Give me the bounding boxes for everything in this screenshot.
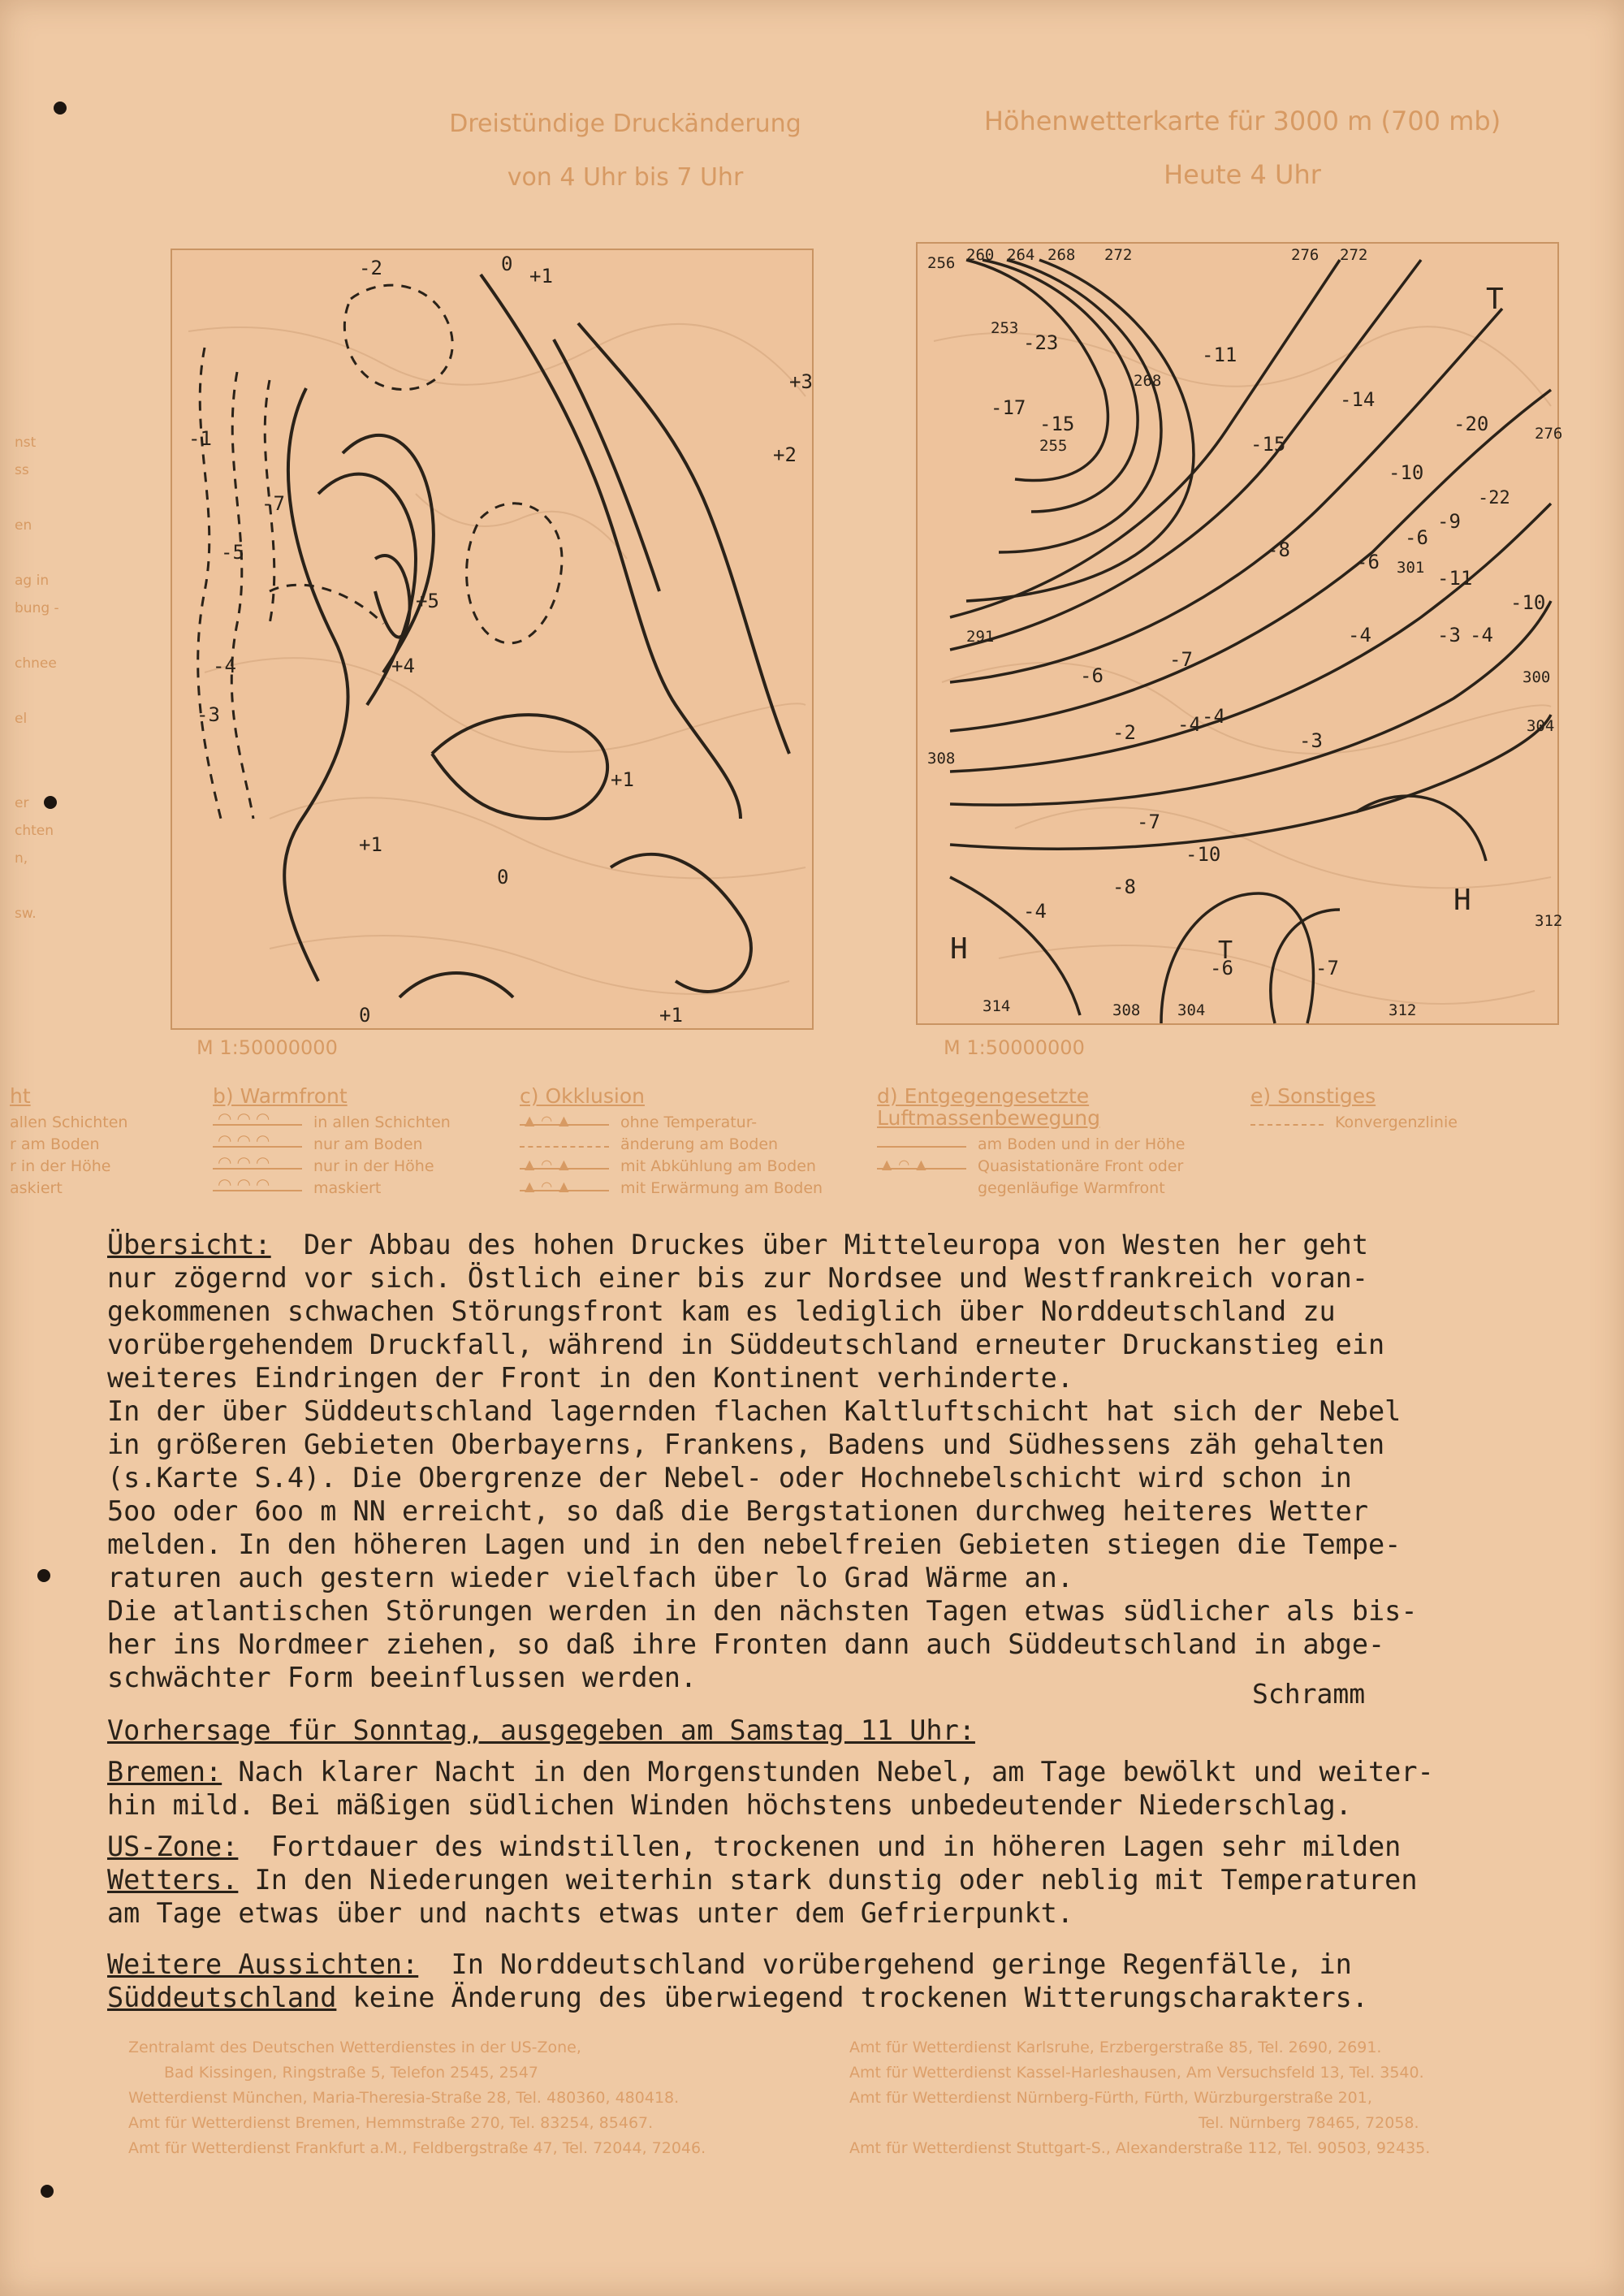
left-map-label: -7 [261,492,285,515]
right-map-label: -8 [1267,538,1290,561]
overview-section [107,1228,1504,1694]
right-map-label: 272 [1104,246,1133,264]
left-map-label: 0 [359,1004,371,1027]
right-map-label: -10 [1186,843,1221,866]
text-line: hin mild. Bei mäßigen südlichen Winden höchstens unbedeutender Niederschlag. [107,1789,1352,1821]
right-map-label: 291 [966,628,995,646]
left-map-label: +1 [529,265,553,288]
footer-addresses-left: Zentralamt des Deutschen Wetterdienstes in der US-Zone, Bad Kissingen, Ringstraße 5, Telefon 2545, 2547 Wetterdienst München, Maria-Theresia-Straße 28, Tel. 480360, 480418. Amt für Wetterdienst Bremen, Hemmstraße 270, Tel. 83254, 85467. Amt für Wetterdienst Frankfurt a.M., Feldbergstraße 47, Tel. 72044, 72046. [128,2039,706,2157]
occlusion-symbol [520,1139,609,1151]
warm-front-symbol [213,1161,302,1173]
convergence-line-symbol [1250,1118,1324,1129]
occlusion-symbol [520,1118,609,1129]
upper-air-map [916,242,1563,1025]
text-line: Wetters. [107,1864,239,1896]
text-line: in größeren Gebieten Oberbayerns, Frankens, Badens und Südhessens zäh gehalten [107,1429,1385,1460]
right-map-label: -11 [1202,344,1237,366]
right-map-label: -4 [1023,900,1047,923]
left-map-scale: M 1:50000000 [197,1036,338,1059]
left-map-label: 0 [501,253,513,275]
right-map-label: -4 [1177,713,1201,736]
left-map-label: -1 [188,427,212,450]
right-map-label: 268 [1134,372,1162,390]
right-map-label: 276 [1535,425,1563,443]
text-line: melden. In den höheren Lagen und in den nebelfreien Gebieten stiegen die Tempe- [107,1529,1402,1560]
right-map-label: -3 [1299,729,1323,752]
right-map-label: 301 [1397,559,1425,577]
right-map-label: -15 [1250,433,1286,456]
legend-warm-front: b) Warmfront ◠◠◠ in allen Schichten ◠◠◠ nur am Boden ◠◠◠ nur in der Höhe ◠◠◠ maskiert [213,1085,451,1200]
punch-hole-lower [37,1569,50,1582]
left-map-label: +1 [659,1004,683,1027]
right-map-label: 312 [1389,1001,1417,1019]
text-line: Der Abbau des hohen Druckes über Mitteleuropa von Westen her geht [270,1229,1368,1260]
left-map-label: 0 [497,866,509,889]
occlusion-symbol [520,1161,609,1173]
right-map-label: T [1486,283,1504,316]
right-map-label: 276 [1291,246,1320,264]
text-line: raturen auch gestern wieder vielfach über lo Grad Wärme an. [107,1562,1073,1593]
right-map-label: H [950,932,968,966]
right-map-label: -10 [1510,591,1546,614]
margin-fragments: nst ss en ag in bung - chnee el er chten n, sw. [15,435,59,922]
pressure-change-map [171,249,814,1030]
legend-occlusion: c) Okklusion ▲◠▲ ohne Temperatur- änderung am Boden ▲◠▲ mit Abkühlung am Boden ▲◠▲ mit Erwärmung am Boden [520,1085,823,1200]
text-line: schwächter Form beeinflussen werden. [107,1662,698,1693]
left-map-title: Dreistündige Druckänderung von 4 Uhr bis 7 Uhr [449,110,801,192]
right-map-label: -23 [1023,331,1059,354]
signature-name: Schramm [1252,1678,1366,1710]
right-map-label: -6 [1405,526,1428,549]
text-line: keine Änderung des überwiegend trockenen Witterungscharakters. [336,1982,1369,2013]
right-map-label: 255 [1039,437,1068,455]
right-map-label: 304 [1177,1001,1206,1019]
stationary-front-symbol [877,1161,966,1173]
right-map-label: -7 [1315,957,1339,979]
right-map-label: -22 [1478,488,1510,508]
text-line: 5oo oder 6oo m NN erreicht, so daß die Bergstationen durchweg heiteres Wetter [107,1495,1368,1527]
punch-hole-bottom [41,2185,54,2198]
text-line: In den Niederungen weiterhin stark dunstig oder neblig mit Temperaturen [238,1864,1418,1896]
occlusion-symbol [520,1183,609,1195]
right-map-label: -11 [1437,567,1473,590]
right-map-label: -7 [1137,811,1160,833]
right-map-scale: M 1:50000000 [944,1036,1085,1059]
right-map-label: 314 [983,997,1011,1015]
right-map-title: Höhenwetterkarte für 3000 m (700 mb) Heute 4 Uhr [983,106,1501,190]
punch-hole-top [54,102,67,115]
footer-addresses-right: Amt für Wetterdienst Karlsruhe, Erzbergerstraße 85, Tel. 2690, 2691. Amt für Wetterdienst Kassel-Harleshausen, Am Versuchsfeld 13, Tel. 3540. Amt für Wetterdienst Nürnberg-Fürth, Fürth, Würzburgerstraße 201, Tel. Nürnberg 78465, 72058. Amt für Wetterdienst Stuttgart-S., Alexanderstraße 112, Tel. 90503, 92435. [849,2039,1431,2157]
left-map-label: +2 [773,443,797,466]
forecast-heading: Vorhersage für Sonntag, ausgegeben am Samstag 11 Uhr: [107,1714,975,1746]
text-line: (s.Karte S.4). Die Obergrenze der Nebel- oder Hochnebelschicht wird schon in [107,1462,1352,1494]
right-map-label: -6 [1356,551,1380,573]
right-map-label: -17 [991,396,1026,419]
left-map-label: -4 [213,655,236,677]
right-map-label: 312 [1535,912,1563,930]
legend-a-partial: ht allen Schichten r am Boden r in der Höhe askiert [10,1084,128,1197]
airmass-line-symbol [877,1139,966,1151]
right-map-label: 256 [927,254,956,272]
left-map-label: -5 [221,541,244,564]
legend-misc: e) Sonstiges Konvergenzlinie [1250,1084,1458,1131]
right-map-label: H [1453,884,1471,917]
right-map-label: -2 [1112,721,1136,744]
left-map-label: -3 [197,703,220,726]
right-map-label: 308 [1112,1001,1141,1019]
right-map-label: -6 [1080,664,1104,687]
right-map-label: -4 [1348,624,1371,646]
legend-opposite-airmass: d) Entgegengesetzte Luftmassenbewegung am Boden und in der Höhe ▲◠▲ Quasistationäre Front oder gegenläufige Warmfront [877,1085,1185,1200]
text-line: Süddeutschland [107,1982,337,2013]
right-map-label: -10 [1389,461,1424,484]
overview-label: Übersicht: [107,1229,271,1260]
right-map-label: 308 [927,750,956,767]
right-map-label: 268 [1047,246,1076,264]
right-map-label: -3 [1437,624,1461,646]
right-map-label: -7 [1169,648,1193,671]
warm-front-symbol [213,1118,302,1129]
text-line: gekommenen schwachen Störungsfront kam es lediglich über Norddeutschland zu [107,1295,1336,1327]
left-map-label: +4 [391,655,415,677]
right-map-label: 253 [991,319,1019,337]
text-line: Nach klarer Nacht in den Morgenstunden Nebel, am Tage bewölkt und weiter- [222,1756,1434,1788]
text-line: In der über Süddeutschland lagernden flachen Kaltluftschicht hat sich der Nebel [107,1395,1402,1427]
left-map-label: +3 [789,370,813,393]
right-map-label: -15 [1039,413,1075,435]
warm-front-symbol [213,1139,302,1151]
text-line: weiteres Eindringen der Front in den Kontinent verhinderte. [107,1362,1073,1394]
warm-front-symbol [213,1183,302,1195]
right-map-label: 260 [966,246,995,264]
forecast-section [107,1714,1504,2014]
left-map-label: +1 [611,768,634,791]
text-line: her ins Nordmeer ziehen, so daß ihre Fronten dann auch Süddeutschland in abge- [107,1628,1385,1660]
right-map-label: -8 [1112,876,1136,898]
right-map-label: -20 [1453,413,1489,435]
uszone-label: US-Zone: [107,1831,239,1862]
right-map-label: -4 [1202,705,1225,728]
outlook-label: Weitere Aussichten: [107,1948,419,1980]
right-map-label: -9 [1437,510,1461,533]
right-map-label: -14 [1340,388,1376,411]
right-map-label: T [1218,936,1233,965]
upper-air-map-drawing [918,244,1563,1023]
right-map-label: 304 [1527,717,1555,735]
left-map-label: +1 [359,833,382,856]
right-map-label: 264 [1007,246,1035,264]
left-map-label: +5 [416,590,439,612]
bremen-label: Bremen: [107,1756,222,1788]
right-map-label: 272 [1340,246,1368,264]
left-map-label: -2 [359,257,382,279]
text-line: In Norddeutschland vorübergehend geringe Regenfälle, in [418,1948,1352,1980]
right-map-label: 300 [1522,668,1551,686]
pressure-change-map-drawing [172,250,812,1028]
right-map-label: -6 [1210,957,1233,979]
text-line: Die atlantischen Störungen werden in den nächsten Tagen etwas südlicher als bis- [107,1595,1418,1627]
text-line: am Tage etwas über und nachts etwas unter dem Gefrierpunkt. [107,1897,1073,1929]
text-line: Fortdauer des windstillen, trockenen und in höheren Lagen sehr milden [238,1831,1402,1862]
right-map-label: -4 [1470,624,1493,646]
text-line: vorübergehendem Druckfall, während in Süddeutschland erneuter Druckanstieg ein [107,1329,1385,1360]
text-line: nur zögernd vor sich. Östlich einer bis zur Nordsee und Westfrankreich voran- [107,1262,1368,1294]
